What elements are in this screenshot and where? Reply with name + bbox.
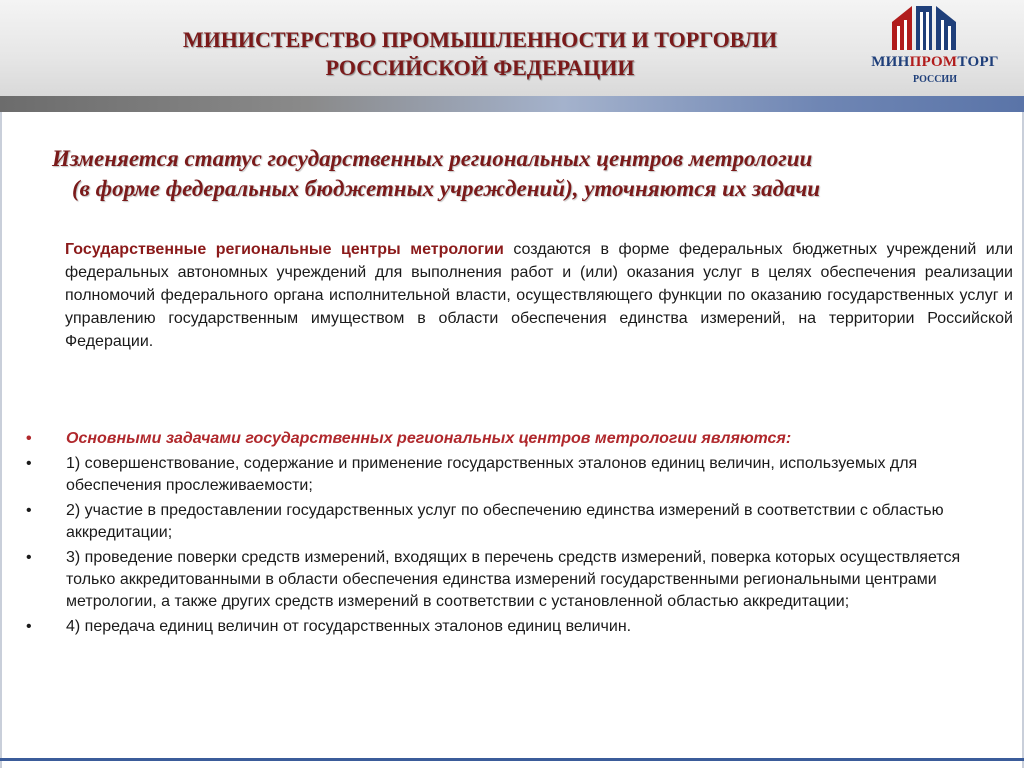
bullet-icon: • (26, 549, 32, 566)
slide-title-line2: (в форме федеральных бюджетных учреждений), уточняются их задачи (72, 176, 821, 201)
logo-subtext: РОССИИ (913, 74, 957, 85)
header-bar (0, 0, 1024, 96)
tasks-heading-text: Основными задачами государственных региональных центров метрологии являются: (66, 430, 792, 447)
bottom-border (0, 758, 1024, 761)
intro-lead: Государственные региональные центры метрологии (65, 241, 504, 258)
tasks-list (26, 428, 996, 641)
ministry-title-line1: МИНИСТЕРСТВО ПРОМЫШЛЕННОСТИ И ТОРГОВЛИ (182, 27, 778, 52)
bullet-icon: • (26, 455, 32, 472)
logo-bars-icon (850, 2, 1020, 54)
bullet-icon: • (26, 502, 32, 519)
list-item (26, 453, 996, 497)
bullet-icon: • (26, 430, 32, 447)
header-stripe (0, 96, 1024, 112)
ministry-title-line2: РОССИЙСКОЙ ФЕДЕРАЦИИ (325, 55, 635, 80)
intro-paragraph (65, 238, 1013, 353)
slide-title (40, 144, 1000, 204)
list-item (26, 500, 996, 544)
slide-title-line1: Изменяется статус государственных региональных центров метрологии (52, 146, 813, 171)
list-item-text: 2) участие в предоставлении государственных услуг по обеспечению единства измерений в соответствии с областью аккредитации; (66, 502, 944, 541)
list-item (26, 547, 996, 613)
list-item-text: 4) передача единиц величин от государственных эталонов единиц величин. (66, 618, 632, 635)
logo-wordmark: МИНПРОМТОРГ (871, 54, 999, 70)
bullet-icon: • (26, 618, 32, 635)
intro-body: создаются в форме федеральных бюджетных учреждений или федеральных автономных учреждений для выполнения работ и (или) оказания услуг в целях обеспечения реализации полномочий федерального органа исполнительной власти, осуществляющего функции по оказанию государственных услуг и управлению государственным имуществом в области обеспечения единства измерений, на территории Российской Федерации. (65, 241, 1014, 350)
tasks-heading (26, 428, 996, 450)
list-item-text: 3) проведение поверки средств измерений, входящих в перечень средств измерений, поверка которых осуществляется только аккредитованными в области обеспечения единства измерений государственными региональными центрами метрологии, а также других средств измерений в соответствии с установленной областью аккредитации; (66, 549, 961, 610)
minpromtorg-logo (850, 2, 1020, 94)
list-item (26, 616, 996, 638)
list-item-text: 1) совершенствование, содержание и применение государственных эталонов единиц величин, используемых для обеспечения прослеживаемости; (66, 455, 918, 494)
ministry-title (60, 26, 900, 82)
